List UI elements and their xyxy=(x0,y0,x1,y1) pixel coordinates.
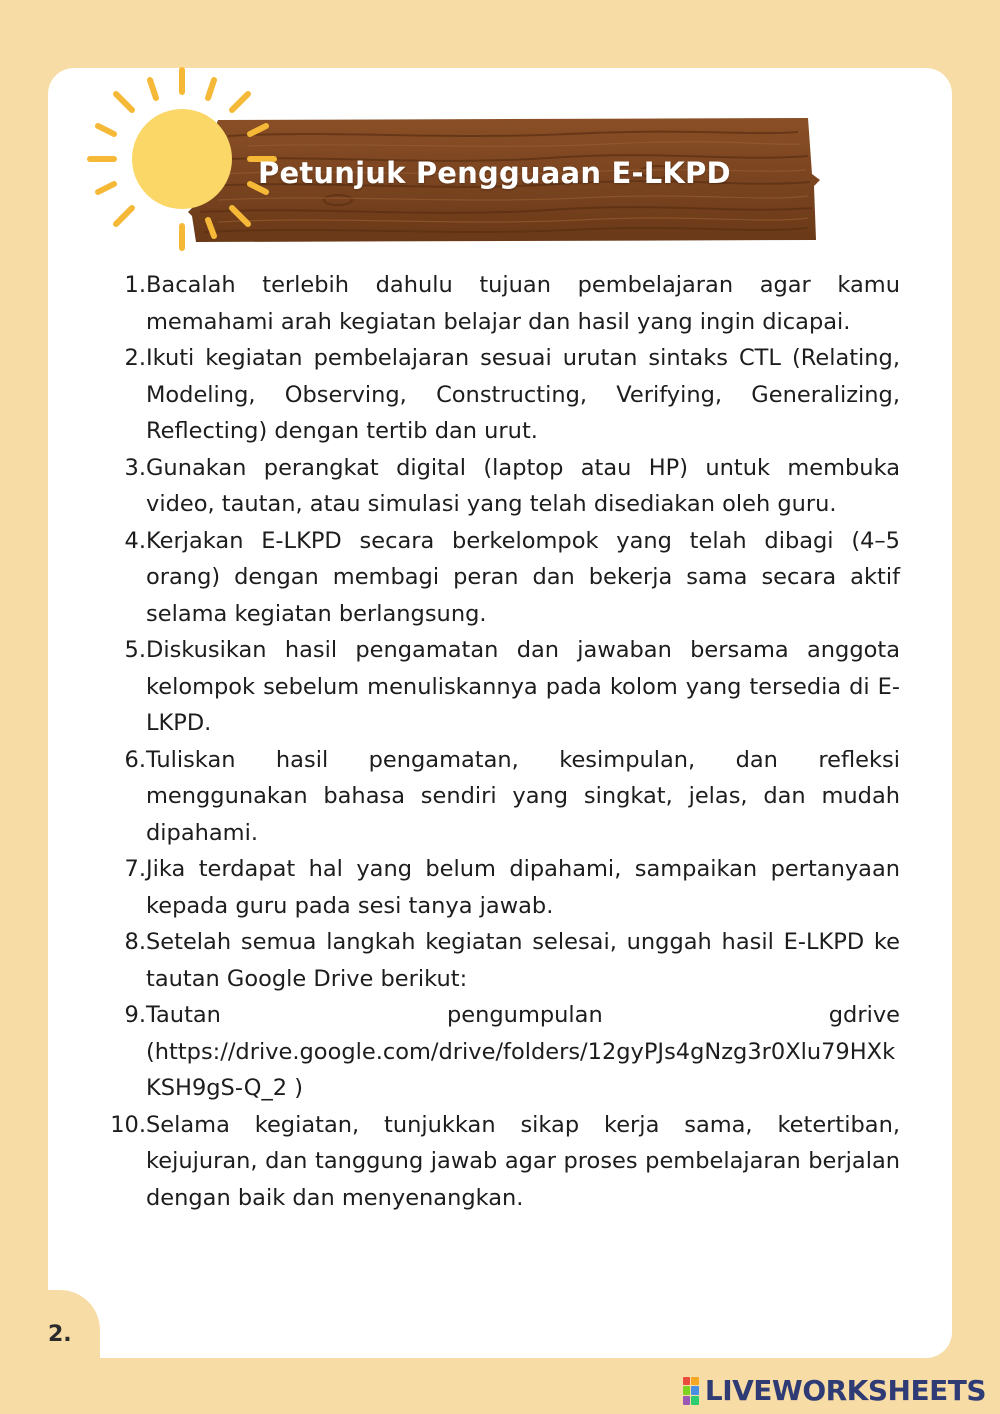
list-item-number: 3. xyxy=(124,454,146,481)
liveworksheets-brand-text: LIVEWORKSHEETS xyxy=(704,1374,986,1407)
list-item-text[interactable]: Tautan pengumpulan gdrive (https://drive.google.com/drive/folders/12gyPJs4gNzg3r0Xlu79HXkKSH9gS-Q_2 ) xyxy=(146,1002,900,1101)
list-item xyxy=(100,851,900,924)
list-item-text: Jika terdapat hal yang belum dipahami, sampaikan pertanyaan kepada guru pada sesi tanya jawab. xyxy=(146,856,900,919)
list-item xyxy=(100,523,900,633)
list-item xyxy=(100,742,900,852)
liveworksheets-logo-icon xyxy=(683,1377,699,1405)
list-item-text: Selama kegiatan, tunjukkan sikap kerja sama, ketertiban, kejujuran, dan tanggung jawab agar proses pembelajaran berjalan dengan baik dan menyenangkan. xyxy=(146,1111,900,1211)
list-item xyxy=(100,1107,900,1217)
list-item-text: Bacalah terlebih dahulu tujuan pembelajaran agar kamu memahami arah kegiatan belajar dan hasil yang ingin dicapai. xyxy=(146,272,900,335)
list-item xyxy=(100,450,900,523)
list-item-text: Tuliskan hasil pengamatan, kesimpulan, dan refleksi menggunakan bahasa sendiri yang singkat, jelas, dan mudah dipahami. xyxy=(146,746,900,846)
list-item-number: 10. xyxy=(110,1111,146,1138)
list-item-number: 5. xyxy=(124,637,146,663)
list-item xyxy=(100,267,900,340)
list-item xyxy=(100,997,900,1107)
list-item-number: 2. xyxy=(124,345,146,371)
page-title: Petunjuk Pengguaan E-LKPD xyxy=(258,156,731,190)
instruction-list xyxy=(100,267,900,1216)
list-item-text: Diskusikan hasil pengamatan dan jawaban bersama anggota kelompok sebelum menuliskannya pada kolom yang tersedia di E-LKPD. xyxy=(146,637,900,736)
list-item-number: 9. xyxy=(124,1002,146,1028)
list-item-text: Gunakan perangkat digital (laptop atau HP) untuk membuka video, tautan, atau simulasi yang telah disediakan oleh guru. xyxy=(146,454,900,517)
list-item xyxy=(100,632,900,742)
list-item-number: 6. xyxy=(124,746,146,773)
list-item-number: 4. xyxy=(124,527,146,554)
list-item-text: Setelah semua langkah kegiatan selesai, unggah hasil E-LKPD ke tautan Google Drive berikut: xyxy=(146,929,900,992)
list-item-text: Ikuti kegiatan pembelajaran sesuai urutan sintaks CTL (Relating, Modeling, Observing, Constructing, Verifying, Generalizing, Reflecting) dengan tertib dan urut. xyxy=(146,345,900,444)
list-item xyxy=(100,924,900,997)
list-item xyxy=(100,340,900,450)
list-item-number: 7. xyxy=(124,856,146,882)
liveworksheets-logo[interactable] xyxy=(683,1374,986,1407)
list-item-number: 8. xyxy=(124,929,146,955)
list-item-text: Kerjakan E-LKPD secara berkelompok yang telah dibagi (4–5 orang) dengan membagi peran dan bekerja sama secara aktif selama kegiatan berlangsung. xyxy=(146,527,900,627)
list-item-number: 1. xyxy=(124,272,146,298)
sun-icon xyxy=(84,64,284,254)
page-number: 2. xyxy=(48,1322,72,1347)
